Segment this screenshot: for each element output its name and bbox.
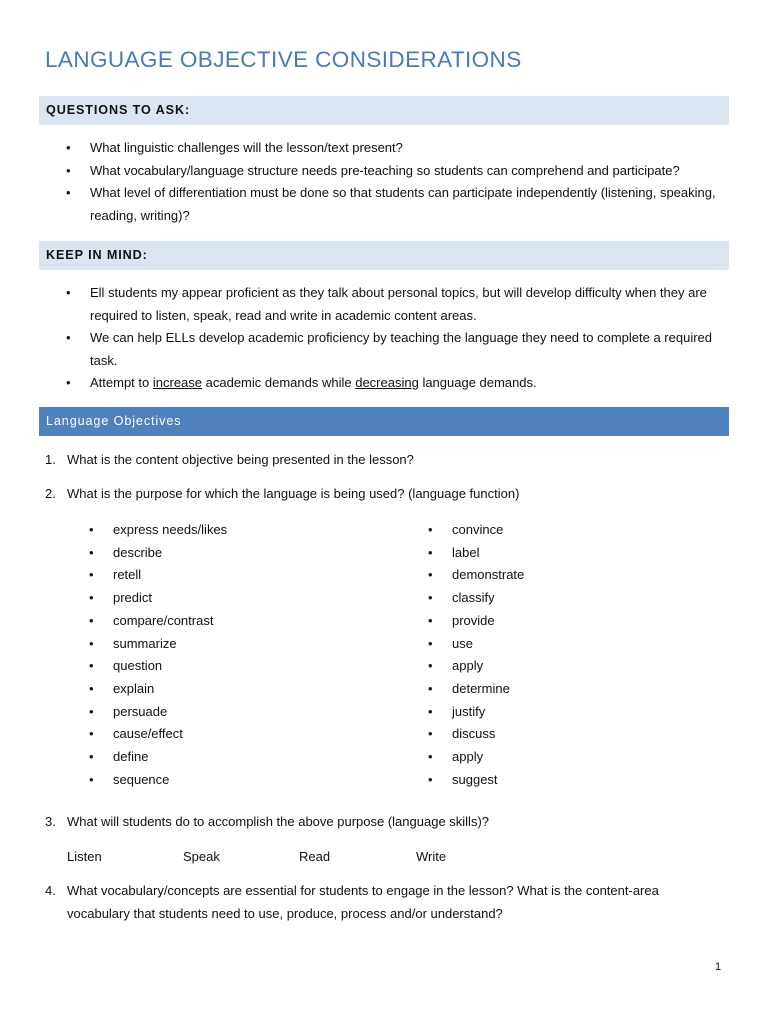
bullet-icon: • bbox=[66, 285, 71, 300]
list-item: • describe bbox=[89, 542, 227, 565]
list-item: • What vocabulary/language structure needs pre-teaching so students can comprehend and participate? bbox=[66, 160, 726, 183]
bullet-icon: • bbox=[428, 522, 433, 537]
question-2: 2. What is the purpose for which the language is being used? (language function) bbox=[45, 486, 520, 501]
bullet-icon: • bbox=[66, 375, 71, 390]
list-item: • What linguistic challenges will the lesson/text present? bbox=[66, 137, 726, 160]
list-item: • discuss bbox=[428, 723, 524, 746]
bullet-icon: • bbox=[66, 330, 71, 345]
language-objectives-heading: Language Objectives bbox=[39, 407, 729, 436]
list-item: • We can help ELLs develop academic proficiency by teaching the language they need to complete a required task. bbox=[66, 327, 726, 372]
bullet-icon: • bbox=[89, 590, 94, 606]
bullet-icon: • bbox=[89, 522, 94, 537]
list-item: • classify bbox=[428, 587, 524, 610]
list-item: • explain bbox=[89, 678, 227, 701]
list-item: • use bbox=[428, 633, 524, 656]
list-item: • compare/contrast bbox=[89, 610, 227, 633]
page-number: 1 bbox=[715, 961, 722, 973]
list-item: • summarize bbox=[89, 633, 227, 656]
list-item: • predict bbox=[89, 587, 227, 610]
list-item: • determine bbox=[428, 678, 524, 701]
list-item: • What level of differentiation must be done so that students can participate independently (listening, speaking, reading, writing)? bbox=[66, 182, 726, 227]
list-item: • Attempt to increase academic demands while decreasing language demands. bbox=[66, 372, 726, 395]
questions-list bbox=[66, 137, 726, 227]
bullet-icon: • bbox=[428, 590, 433, 606]
bullet-icon: • bbox=[89, 771, 94, 787]
bullet-icon: • bbox=[428, 749, 433, 765]
list-item: • label bbox=[428, 542, 524, 565]
question-3: 3. What will students do to accomplish the above purpose (language skills)? bbox=[45, 814, 490, 829]
list-item: • define bbox=[89, 746, 227, 769]
bullet-icon: • bbox=[89, 749, 94, 765]
skill-speak: Speak bbox=[183, 849, 220, 864]
list-item: • apply bbox=[428, 655, 524, 678]
functions-left-list bbox=[89, 519, 227, 791]
bullet-icon: • bbox=[89, 567, 94, 583]
underlined-increase: increase bbox=[152, 375, 203, 390]
list-item: • suggest bbox=[428, 769, 524, 792]
list-item: • Ell students my appear proficient as they talk about personal topics, but will develop difficulty when they are required to listen, speak, read and write in academic content areas. bbox=[66, 282, 726, 327]
bullet-icon: • bbox=[428, 726, 433, 742]
bullet-icon: • bbox=[89, 544, 94, 560]
skill-read: Read bbox=[299, 849, 331, 864]
bullet-icon: • bbox=[428, 635, 433, 651]
bullet-icon: • bbox=[89, 612, 94, 628]
bullet-icon: • bbox=[89, 726, 94, 742]
bullet-icon: • bbox=[428, 567, 433, 583]
list-item: • convince bbox=[428, 519, 524, 542]
list-item: • demonstrate bbox=[428, 564, 524, 587]
bullet-icon: • bbox=[428, 658, 433, 674]
question-1: 1. What is the content objective being presented in the lesson? bbox=[45, 452, 414, 467]
bullet-icon: • bbox=[89, 658, 94, 674]
page-title: LANGUAGE OBJECTIVE CONSIDERATIONS bbox=[45, 47, 522, 72]
bullet-icon: • bbox=[66, 185, 71, 200]
bullet-icon: • bbox=[89, 680, 94, 696]
bullet-icon: • bbox=[89, 635, 94, 651]
keep-in-mind-list bbox=[66, 282, 726, 395]
bullet-icon: • bbox=[66, 140, 71, 155]
bullet-icon: • bbox=[428, 703, 433, 719]
skill-write: Write bbox=[416, 849, 447, 864]
bullet-icon: • bbox=[428, 612, 433, 628]
list-item: • retell bbox=[89, 564, 227, 587]
list-item: • question bbox=[89, 655, 227, 678]
bullet-icon: • bbox=[428, 544, 433, 560]
skill-listen: Listen bbox=[67, 849, 102, 864]
list-item: • cause/effect bbox=[89, 723, 227, 746]
bullet-icon: • bbox=[428, 680, 433, 696]
list-item: • provide bbox=[428, 610, 524, 633]
bullet-icon: • bbox=[89, 703, 94, 719]
list-item: • persuade bbox=[89, 701, 227, 724]
list-item: • apply bbox=[428, 746, 524, 769]
questions-heading: QUESTIONS TO ASK: bbox=[39, 96, 729, 125]
keep-in-mind-heading: KEEP IN MIND: bbox=[39, 241, 729, 270]
functions-right-list bbox=[428, 519, 524, 791]
list-item: • justify bbox=[428, 701, 524, 724]
bullet-icon: • bbox=[428, 771, 433, 787]
bullet-icon: • bbox=[66, 162, 71, 178]
question-4: 4. What vocabulary/concepts are essential for students to engage in the lesson? What is the content-area vocabulary that students need to use, produce, process and/or understand? bbox=[45, 883, 659, 921]
underlined-decreasing: decreasing bbox=[355, 375, 419, 390]
list-item: • sequence bbox=[89, 769, 227, 792]
list-item: • express needs/likes bbox=[89, 519, 227, 542]
